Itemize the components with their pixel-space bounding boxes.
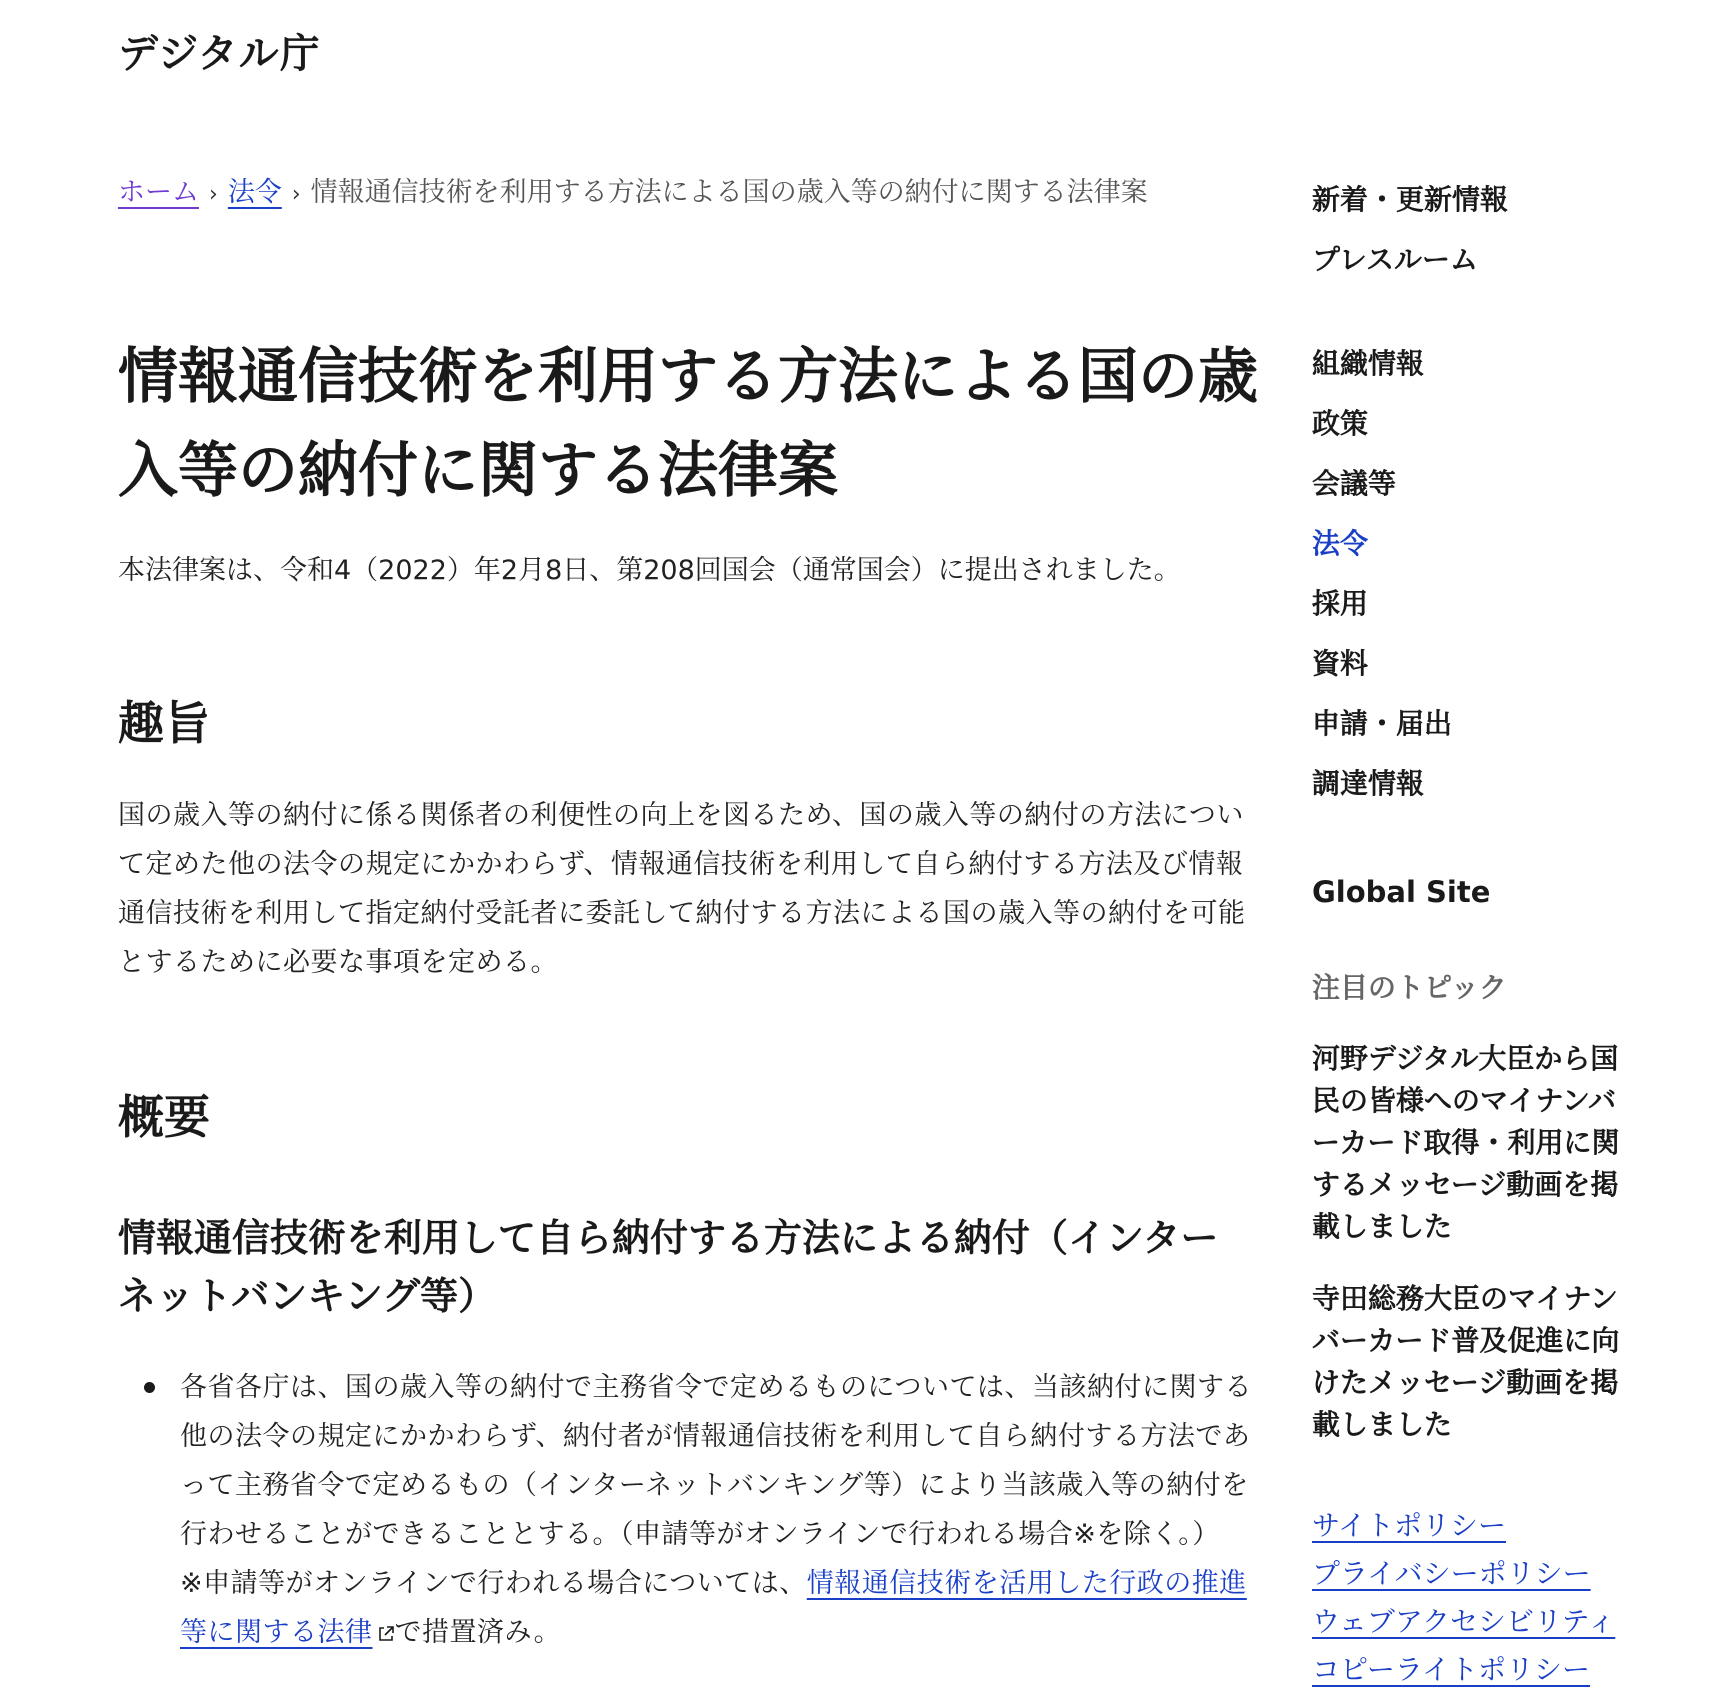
site-logo[interactable]: デジタル庁 <box>118 31 321 77</box>
breadcrumb-laws-link[interactable]: 法令 <box>227 177 282 208</box>
topic-link[interactable]: 河野デジタル大臣から国民の皆様へのマイナンバーカード取得・利用に関するメッセージ動画を掲載しました <box>1312 1042 1620 1243</box>
external-link-icon <box>377 1625 395 1643</box>
sidebar <box>1312 180 1642 1694</box>
sidebar-item-meetings[interactable]: 会議等 <box>1312 467 1397 500</box>
global-site-link[interactable]: Global Site <box>1312 875 1491 909</box>
topics-heading: 注目のトピック <box>1312 971 1507 1004</box>
sidebar-item-pressroom[interactable]: プレスルーム <box>1312 243 1479 276</box>
sidebar-item-policy[interactable]: 政策 <box>1312 407 1369 440</box>
topic-link[interactable]: 寺田総務大臣のマイナンバーカード普及促進に向けたメッセージ動画を掲載しました <box>1312 1282 1620 1441</box>
copyright-policy-link[interactable]: コピーライトポリシー <box>1312 1653 1591 1686</box>
breadcrumb-separator: › <box>291 182 301 207</box>
breadcrumb-separator: › <box>209 182 218 207</box>
note-prefix: ※申請等がオンラインで行われる場合については、 <box>180 1568 807 1600</box>
section-subheading: 情報通信技術を利用して自ら納付する方法による納付（インターネットバンキング等） <box>118 1216 1219 1319</box>
sidebar-item-recruitment[interactable]: 採用 <box>1312 587 1369 620</box>
sidebar-item-news[interactable]: 新着・更新情報 <box>1312 183 1509 216</box>
breadcrumb <box>118 170 1258 230</box>
lead-text: 本法律案は、令和4（2022）年2月8日、第208回国会（通常国会）に提出されました。 <box>118 555 1181 586</box>
note-suffix: で措置済み。 <box>394 1617 562 1649</box>
accessibility-link[interactable]: ウェブアクセシビリティ <box>1312 1605 1616 1638</box>
footer-links <box>1312 1502 1642 1694</box>
page-title: 情報通信技術を利用する方法による国の歳入等の納付に関する法律案 <box>118 342 1258 506</box>
purpose-text: 国の歳入等の納付に係る関係者の利便性の向上を図るため、国の歳入等の納付の方法について定めた他の法令の規定にかかわらず、情報通信技術を利用して自ら納付する方法及び情報通信技術を利用して指定納付受託者に委託して納付する方法による国の歳入等の納付を可能とするために必要な事項を定める。 <box>118 800 1246 979</box>
bullet-text: 各省各庁は、国の歳入等の納付で主務省令で定めるものについては、当該納付に関する他の法令の規定にかかわらず、納付者が情報通信技術を利用して自ら納付する方法であって主務省令で定めるもの（インターネットバンキング等）により当該歳入等の納付を行わせることができることとする。（申請等がオンラインで行われる場合※を除く。） <box>180 1372 1252 1551</box>
law-link-text[interactable]: 情報通信技術を活用した行政の推進等に関する法律 <box>180 1568 1247 1649</box>
sidebar-item-organization[interactable]: 組織情報 <box>1312 347 1425 380</box>
sidebar-item-materials[interactable]: 資料 <box>1312 647 1369 680</box>
sidebar-item-procurement[interactable]: 調達情報 <box>1312 767 1425 800</box>
breadcrumb-home-link[interactable]: ホーム <box>118 177 199 208</box>
privacy-policy-link[interactable]: プライバシーポリシー <box>1312 1557 1591 1590</box>
sidebar-item-laws[interactable]: 法令 <box>1312 527 1369 560</box>
overview-heading: 概要 <box>118 1090 210 1145</box>
sidebar-item-applications[interactable]: 申請・届出 <box>1312 707 1453 740</box>
site-policy-link[interactable]: サイトポリシー <box>1312 1509 1507 1542</box>
overview-list <box>118 1363 1258 1657</box>
list-item <box>180 1363 1258 1657</box>
purpose-heading: 趣旨 <box>118 696 210 750</box>
main-content <box>118 170 1258 1657</box>
breadcrumb-current: 情報通信技術を利用する方法による国の歳入等の納付に関する法律案 <box>310 177 1148 208</box>
bullet-icon <box>144 1382 155 1393</box>
